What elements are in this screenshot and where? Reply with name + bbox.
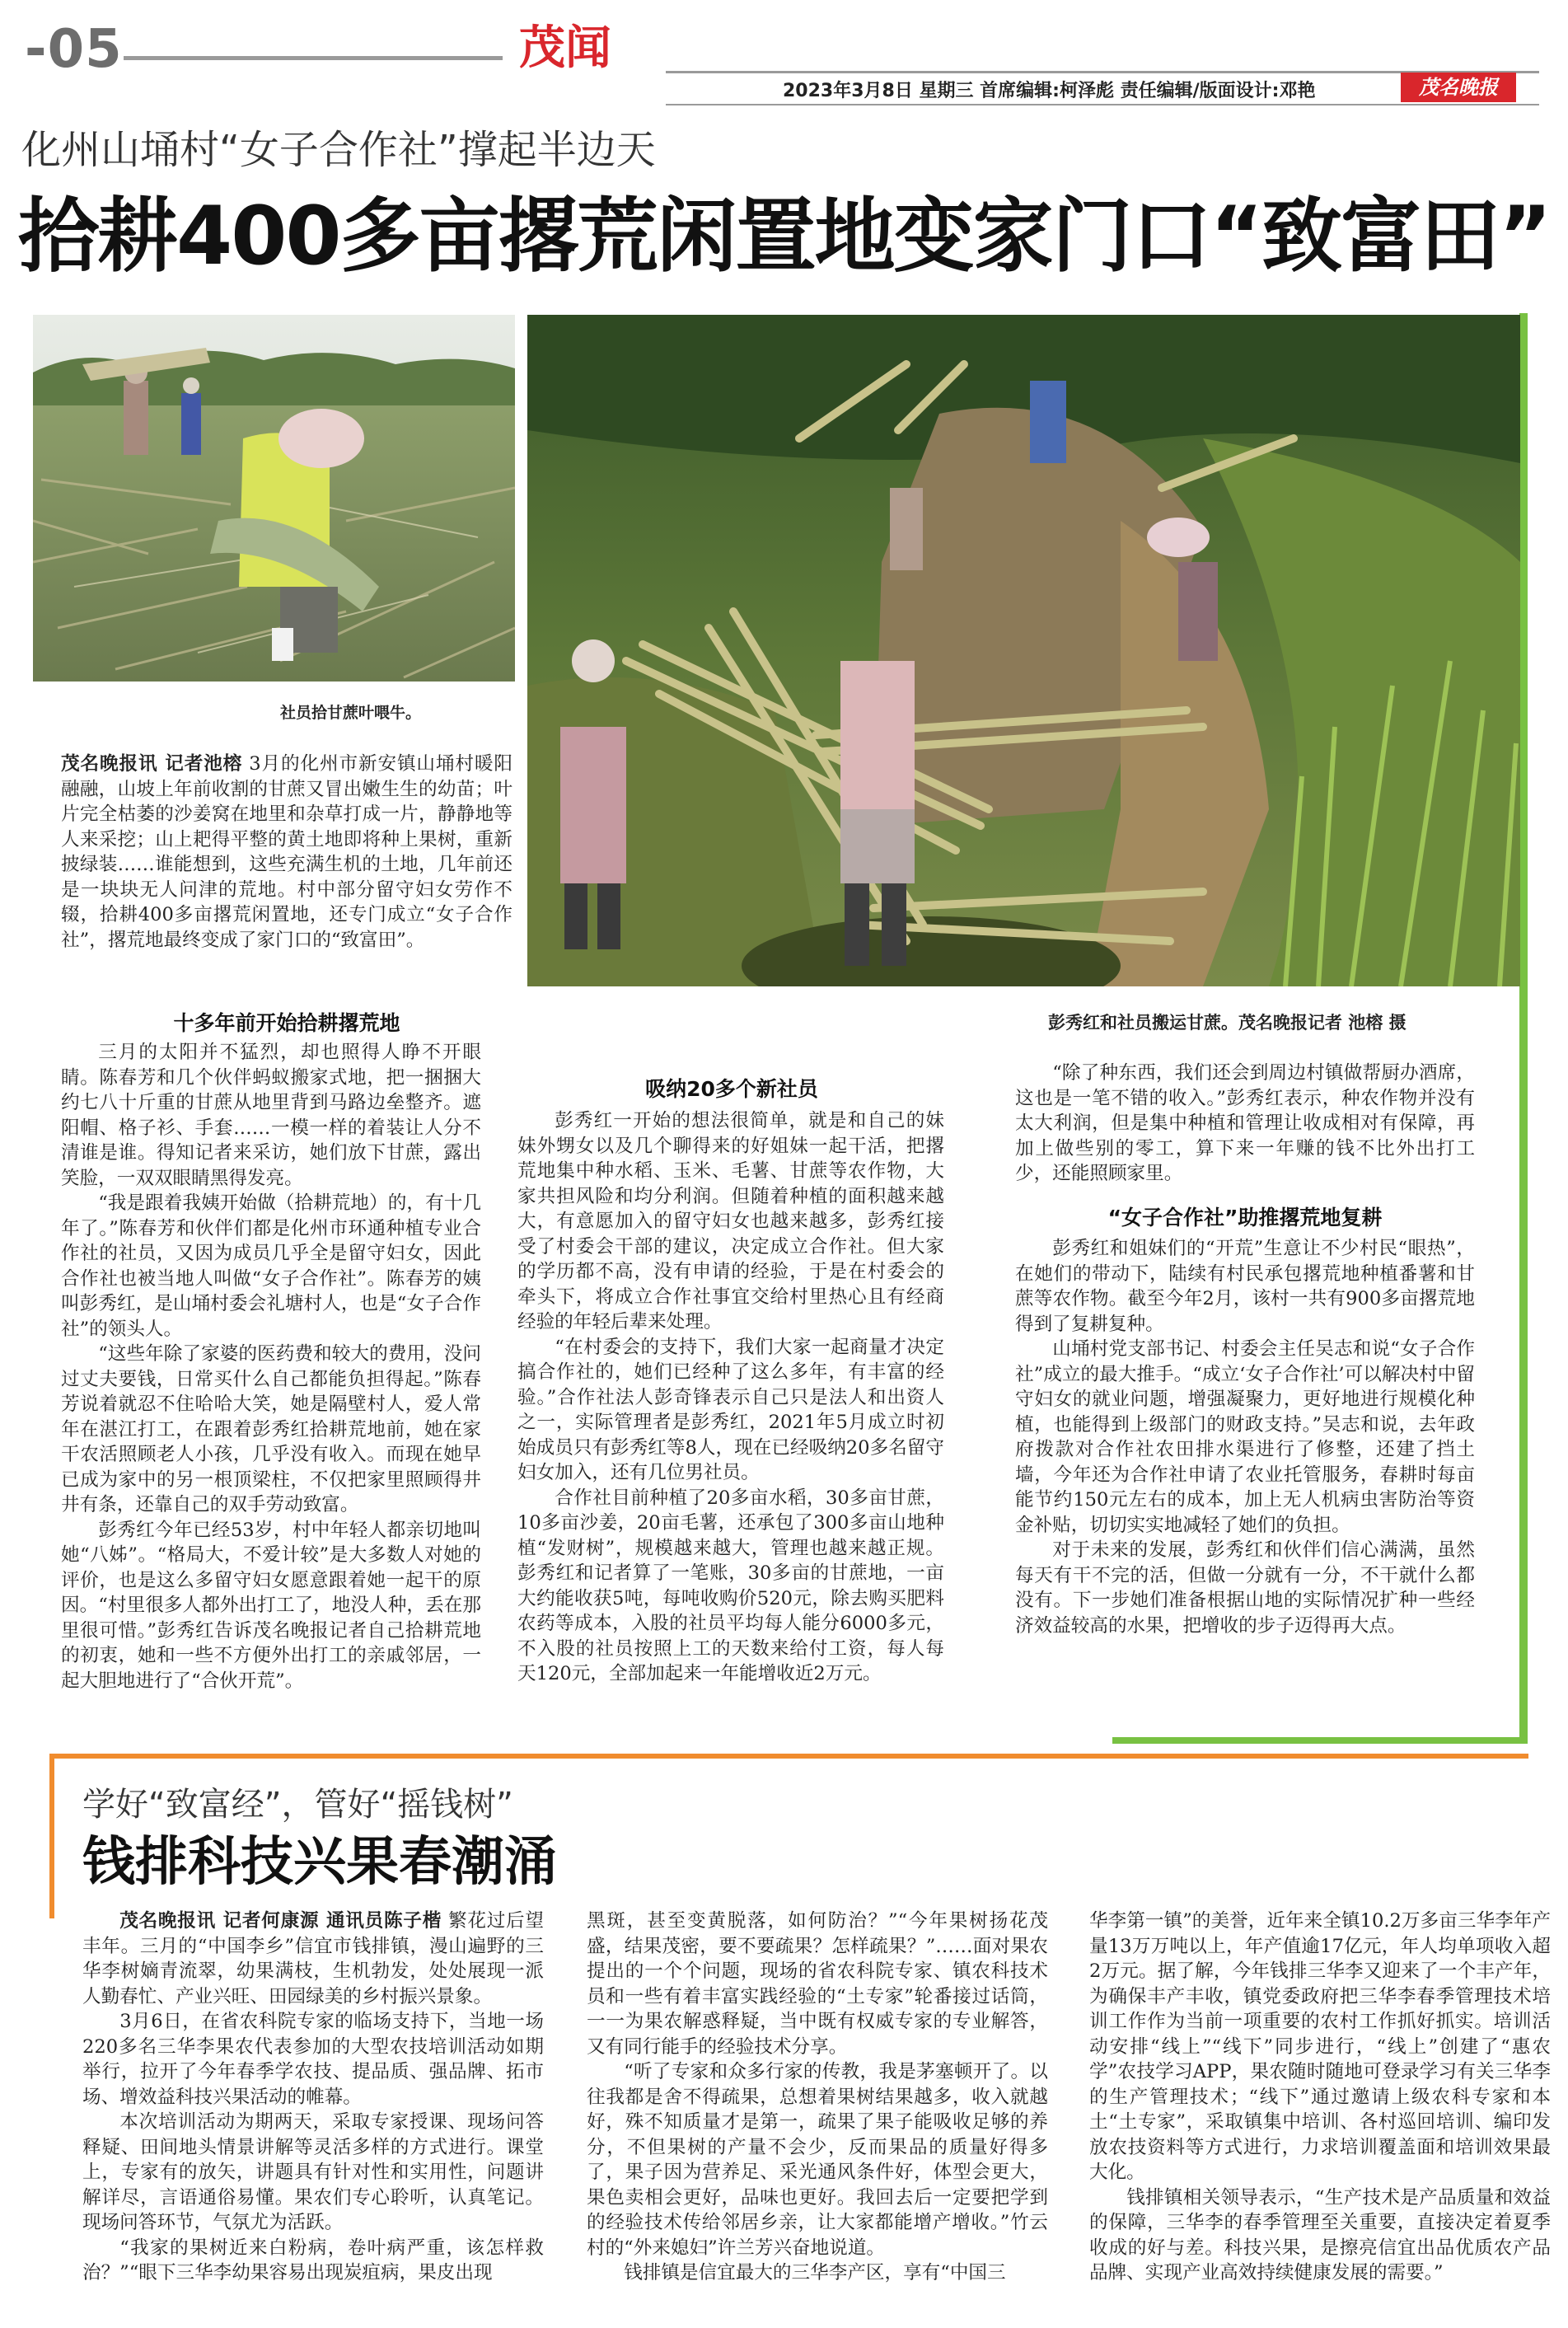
article2-kicker: 学好“致富经”，管好“摇钱树” (82, 1786, 513, 1824)
article2-col2-para: 钱排镇是信宜最大的三华李产区，享有“中国三 (624, 2262, 1006, 2284)
article1-column-3b (1015, 1236, 1475, 1638)
photo-feeding-cattle-caption: 社员拾甘蔗叶喂牛。 (280, 704, 422, 722)
article2-title: 钱排科技兴果春潮涌 (82, 1832, 557, 1893)
article2-frame-left (49, 1754, 54, 1918)
article1-col1-para: 三月的太阳并不猛烈，却也照得人睁不开眼睛。陈春芳和几个伙伴蚂蚁搬家式地，把一捆捆大约七八十斤重的甘蔗从地里背到马路边垒整齐。遮阳帽、格子衫、手套……一模一样的着装让人分不清谁是谁。得知记者来采访，她们放下甘蔗，露出笑脸，一双双眼睛黑得发亮。 (61, 1042, 481, 1189)
article1-kicker: 化州山埇村“女子合作社”撑起半边天 (21, 127, 656, 173)
photo-feeding-cattle (33, 315, 515, 682)
article1-frame-bottom (1112, 1737, 1528, 1744)
article1-col3-para: 彭秀红和姐妹们的“开荒”生意让不少村民“眼热”，在她们的带动下，陆续有村民承包撂荒地种植番薯和甘蔗等农作物。截至今年2月，该村一共有900多亩撂荒地得到了复耕复种。 (1015, 1238, 1475, 1335)
article1-column-1 (61, 1040, 481, 1693)
article2-col2-para: “听了专家和众多行家的传教，我是茅塞顿开了。以往我都是舍不得疏果，总想着果树结果越多，收入就越好，殊不知质量才是第一，疏果了果子能吸收足够的养分，不但果树的产量不会少，反而果品的质量好得多了，果子因为营养足、采光通风条件好，体型会更大，果色卖相会更好，品味也更好。我回去后一定要把学到的经验技术传给邻居乡亲，让大家都能增产增收。”竹云村的“外来媳妇”许兰芳兴奋地说道。 (587, 2061, 1048, 2259)
photo-carrying-sugarcane-image (527, 315, 1520, 986)
photo-carrying-sugarcane-caption: 彭秀红和社员搬运甘蔗。茂名晚报记者 池榕 摄 (1048, 1013, 1407, 1033)
article1-column-2 (517, 1108, 944, 1687)
section-name: 茂闻 (519, 21, 611, 75)
article2-col1-para: “我家的果树近来白粉病，卷叶病严重，该怎样救治？”“眼下三华李幼果容易出现炭疽病，果皮出现 (82, 2237, 544, 2284)
article2-col1-para: 3月6日，在省农科院专家的临场支持下，当地一场220多名三华李果农代表参加的大型农技培训活动如期举行，拉开了今年春季学农技、提品质、强品牌、拓市场、增效益科技兴果活动的帷幕。 (82, 2011, 544, 2108)
article2-column-1 (82, 1909, 544, 2286)
photo-carrying-sugarcane (527, 315, 1520, 986)
page-number: -05 (25, 19, 123, 80)
article1-col1-para: “我是跟着我姨开始做（拾耕荒地）的，有十几年了。”陈春芳和伙伴们都是化州市环通种植专业合作社的社员，又因为成员几乎全是留守妇女，因此合作社也被当地人叫做“女子合作社”。陈春芳的姨叫彭秀红，是山埇村委会礼塘村人，也是“女子合作社”的领头人。 (61, 1192, 481, 1340)
article2-column-2 (587, 1909, 1048, 2286)
article2-column-3 (1089, 1909, 1551, 2286)
article1-title: 拾耕400多亩撂荒闲置地变家门口“致富田” (18, 190, 1551, 283)
header-rule-bottom (666, 104, 1539, 105)
article1-lead (61, 752, 513, 953)
article1-subhead-3: “女子合作社”助推撂荒地复耕 (1107, 1206, 1383, 1230)
article1-col2-para: “在村委会的支持下，我们大家一起商量才决定搞合作社的，她们已经种了这么多年，有丰富的经验。”合作社法人彭奇锋表示自己只是法人和出资人之一，实际管理者是彭秀红，2021年5月成立时初始成员只有彭秀红等8人，现在已经吸纳20多名留守妇女加入，还有几位男社员。 (517, 1336, 944, 1483)
article2-col2-para: 黑斑，甚至变黄脱落，如何防治？”“今年果树扬花茂盛，结果茂密，要不要疏果？怎样疏果？”……面对果农提出的一个个问题，现场的省农科院专家、镇农科技术员和一些有着丰富实践经验的“土专家”轮番接过话筒，一一为果农解惑释疑，当中既有权威专家的专业解答，又有同行能手的经验技术分享。 (587, 1910, 1048, 2058)
photo-feeding-cattle-image (33, 315, 515, 682)
article1-col3-para: 山埇村党支部书记、村委会主任吴志和说“女子合作社”成立的最大推手。“成立‘女子合作社’可以解决村中留守妇女的就业问题，增强凝聚力，更好地进行规模化种植，也能得到上级部门的财政支持。”吴志和说，去年政府拨款对合作社农田排水渠进行了修整，还建了挡土墙，今年还为合作社申请了农业托管服务，春耕时每亩能节约150元左右的成本，加上无人机病虫害防治等资金补贴，切切实实地减轻了她们的负担。 (1015, 1338, 1475, 1536)
article1-frame-right (1519, 313, 1528, 1743)
issue-info: 2023年3月8日 星期三 首席编辑:柯泽彪 责任编辑/版面设计:邓艳 (783, 81, 1316, 101)
masthead-logo (1401, 73, 1516, 102)
masthead-logo-text: 茂名晚报 (1419, 75, 1498, 99)
article1-lead-text: 3月的化州市新安镇山埇村暖阳融融，山坡上年前收割的甘蔗又冒出嫩生生的幼苗；叶片完全枯萎的沙姜窝在地里和杂草打成一片，静静地等人来采挖；山上耙得平整的黄土地即将种上果树，重新披绿装……谁能想到，这些充满生机的土地，几年前还是一块块无人问津的荒地。村中部分留守妇女劳作不辍，拾耕400多亩撂荒闲置地，还专门成立“女子合作社”，撂荒地最终变成了家门口的“致富田”。 (61, 753, 513, 951)
article1-lead-byline: 茂名晚报讯 记者池榕 (61, 753, 243, 775)
article1-col3-para: 对于未来的发展，彭秀红和伙伴们信心满满，虽然每天有干不完的活，但做一分就有一分，不干就什么都没有。下一步她们准备根据山地的实际情况扩种一些经济效益较高的水果，把增收的步子迈得再大点。 (1015, 1539, 1475, 1637)
article1-col2-para: 彭秀红一开始的想法很简单，就是和自己的妹妹外甥女以及几个聊得来的好姐妹一起干活，把撂荒地集中种水稻、玉米、毛薯、甘蔗等农作物，大家共担风险和均分利润。但随着种植的面积越来越大，有意愿加入的留守妇女也越来越多，彭秀红接受了村委会干部的建议，决定成立合作社。但大家的学历都不高，没有申请的经验，于是在村委会的牵头下，将成立合作社事宜交给村里热心且有经商经验的年轻后辈来处理。 (517, 1110, 944, 1333)
article2-col1-para: 茂名晚报讯 记者何康源 通讯员陈子楷 繁花过后望丰年。三月的“中国李乡”信宜市钱排镇，漫山遍野的三华李树嫡青流翠，幼果满枝，生机勃发，处处展现一派人勤春忙、产业兴旺、田园绿美的乡村振兴景象。 (82, 1910, 545, 2007)
article2-col3-para: 华李第一镇”的美誉，近年来全镇10.2万多亩三华李年产量13万万吨以上，年产值逾17亿元，年人均单项收入超2万元。据了解，今年钱排三华李又迎来了一个丰产年，为确保丰产丰收，镇党委政府把三华李春季管理技术培训工作作为当前一项重要的农村工作抓好抓实。培训活动安排“线上”“线下”同步进行，“线上”创建了“惠农学”农技学习APP，果农随时随地可登录学习有关三华李的生产管理技术；“线下”通过邀请上级农科专家和本土“土专家”，采取镇集中培训、各村巡回培训、编印发放农技资料等方式进行，力求培训覆盖面和培训效果最大化。 (1089, 1910, 1551, 2183)
article1-col1-para: “这些年除了家婆的医药费和较大的费用，没问过丈夫要钱，日常买什么自己都能负担得起。”陈春芳说着就忍不住哈哈大笑，她是隔壁村人，爱人常年在湛江打工，在跟着彭秀红拾耕荒地前，她在家干农活照顾老人小孩，几乎没有收入。而现在她早已成为家中的另一根顶梁柱，不仅把家里照顾得井井有条，还靠自己的双手劳动致富。 (61, 1343, 481, 1515)
article2-col3-para: 钱排镇相关领导表示，“生产技术是产品质量和效益的保障，三华李的春季管理至关重要，直接决定着夏季收成的好与差。科技兴果，是擦亮信宜出品优质农产品品牌、实现产业高效持续健康发展的需要。” (1089, 2186, 1551, 2284)
article2-byline: 茂名晚报讯 记者何康源 通讯员陈子楷 (119, 1910, 442, 1932)
article1-subhead-1: 十多年前开始拾耕撂荒地 (173, 1011, 400, 1035)
article1-col2-para: 合作社目前种植了20多亩水稻，30多亩甘蔗，10多亩沙姜，20亩毛薯，还承包了300多亩山地种植“发财树”，规模越来越大，管理也越来越正规。彭秀红和记者算了一笔账，30多亩的甘蔗地，一亩大约能收获5吨，每吨收购价520元，除去购买肥料农药等成本，入股的社员平均每人能分6000多元，不入股的社员按照上工的天数来给付工资，每人每天120元，全部加起来一年能增收近2万元。 (517, 1487, 944, 1684)
article2-frame-top (49, 1754, 1528, 1759)
article1-column-3a (1015, 1061, 1475, 1187)
article1-subhead-2: 吸纳20多个新社员 (645, 1077, 818, 1101)
article1-col1-para: 彭秀红今年已经53岁，村中年轻人都亲切地叫她“八姊”。“格局大，不爱计较”是大多数人对她的评价，也是这么多留守妇女愿意跟着她一起干的原因。“村里很多人都外出打工了，地没人种，丢在那里很可惜。”彭秀红告诉茂名晚报记者自己拾耕荒地的初衷，她和一些不方便外出打工的亲戚邻居，一起大胆地进行了“合伙开荒”。 (61, 1519, 481, 1692)
header-rule-left (124, 56, 503, 60)
article2-col1-para: 本次培训活动为期两天，采取专家授课、现场问答释疑、田间地头情景讲解等灵活多样的方式进行。课堂上，专家有的放矢，讲题具有针对性和实用性，问题讲解详尽，言语通俗易懂。果农们专心聆听，认真笔记。现场问答环节，气氛尤为活跃。 (82, 2111, 544, 2233)
article1-col3-para: “除了种东西，我们还会到周边村镇做帮厨办酒席，这也是一笔不错的收入。”彭秀红表示，种农作物并没有太大利润，但是集中种植和管理让收成相对有保障，再加上做些别的零工，算下来一年赚的钱不比外出打工少，还能照顾家里。 (1015, 1062, 1475, 1184)
